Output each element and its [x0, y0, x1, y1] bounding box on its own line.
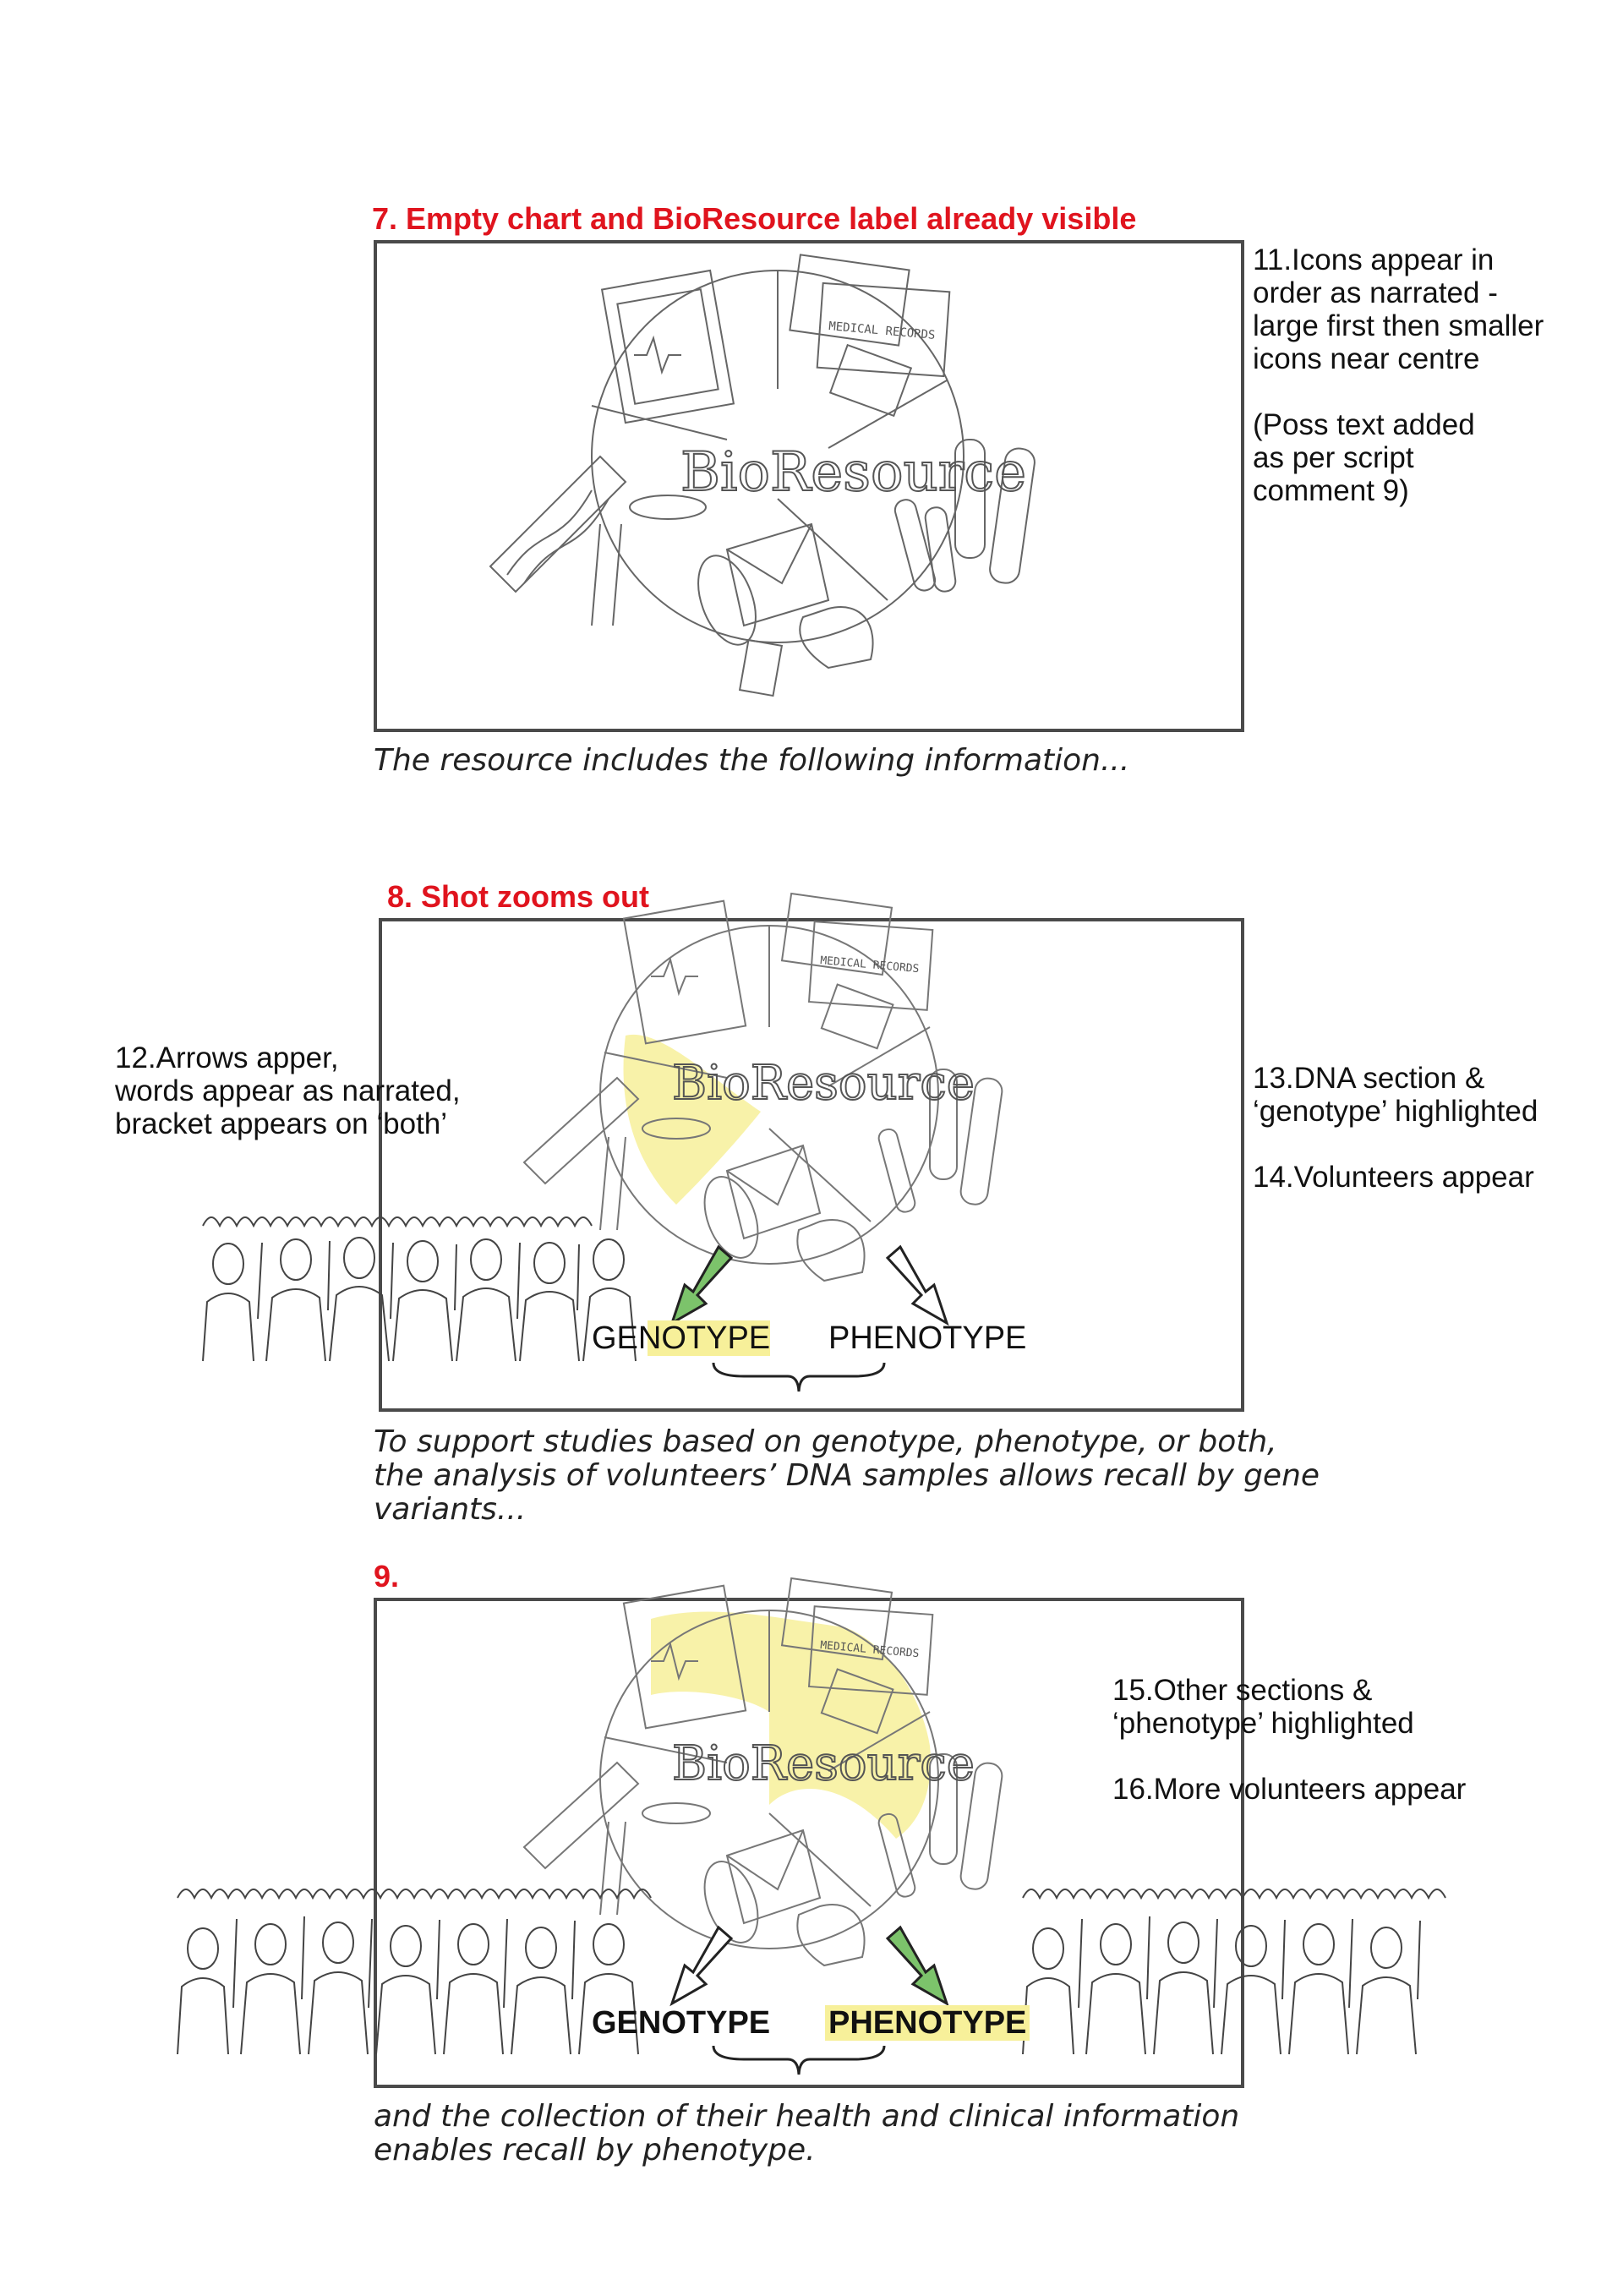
panel-8-both-bracket: [710, 1361, 888, 1395]
panel-8-note-12: 12.Arrows apper, words appear as narrated, bracket appears on ‘both’: [115, 1041, 461, 1140]
panel-9-title: 9.: [374, 1559, 400, 1594]
panel-9-note-15-16: 15.Other sections & ‘phenotype’ highlighted 16.More volunteers appear: [1112, 1674, 1467, 1806]
panel-9-phenotype-label: PHENOTYPE: [825, 2005, 1030, 2042]
panel-9-genotype-label: GENOTYPE: [592, 2005, 771, 2041]
panel-9-caption: and the collection of their health and clinical information enables recall by phenotype.: [374, 2099, 1240, 2168]
panel-8-title: 8. Shot zooms out: [387, 879, 649, 914]
panel-9-both-bracket: [710, 2044, 888, 2078]
panel-8-phenotype-arrow: [888, 1247, 947, 1323]
panel-7-pie-label: BioResource: [680, 441, 1026, 504]
panel-9-phenotype-arrow: [888, 1927, 947, 2004]
panel-8-phenotype-label: PHENOTYPE: [828, 1320, 1027, 1356]
panel-7-note-11: 11.Icons appear in order as narrated - large first then smaller icons near centre (Poss text added as per script comment 9): [1253, 243, 1544, 507]
panel-9-arrows: [659, 1923, 964, 2016]
panel-8-note-13-14: 13.DNA section & ‘genotype’ highlighted 14.Volunteers appear: [1253, 1062, 1538, 1194]
panel-8-caption: To support studies based on genotype, phenotype, or both, the analysis of volunteers’ DNA samples allows recall by gene variants...: [374, 1424, 1320, 1527]
panel-7-medical-records-label: MEDICAL RECORDS: [828, 320, 937, 343]
panel-7-sketch: [473, 245, 1065, 727]
panel-9-medical-records-label: MEDICAL RECORDS: [819, 1639, 920, 1661]
panel-9-genotype-arrow: [672, 1927, 731, 2004]
panel-9-volunteers-crowd-left: [178, 1872, 651, 2054]
panel-8-volunteers-crowd: [203, 1192, 642, 1361]
panel-7-caption: The resource includes the following information...: [374, 743, 1130, 778]
panel-9-volunteers-crowd-right: [1023, 1872, 1454, 2054]
panel-8-genotype-arrow: [672, 1247, 731, 1323]
panel-7-title: 7. Empty chart and BioResource label already visible: [372, 201, 1137, 236]
panel-8-medical-records-label: MEDICAL RECORDS: [819, 954, 920, 976]
panel-8-genotype-label: GENOTYPE: [592, 1320, 771, 1356]
panel-8-pie-label: BioResource: [672, 1056, 975, 1111]
panel-9-pie-label: BioResource: [672, 1736, 975, 1791]
